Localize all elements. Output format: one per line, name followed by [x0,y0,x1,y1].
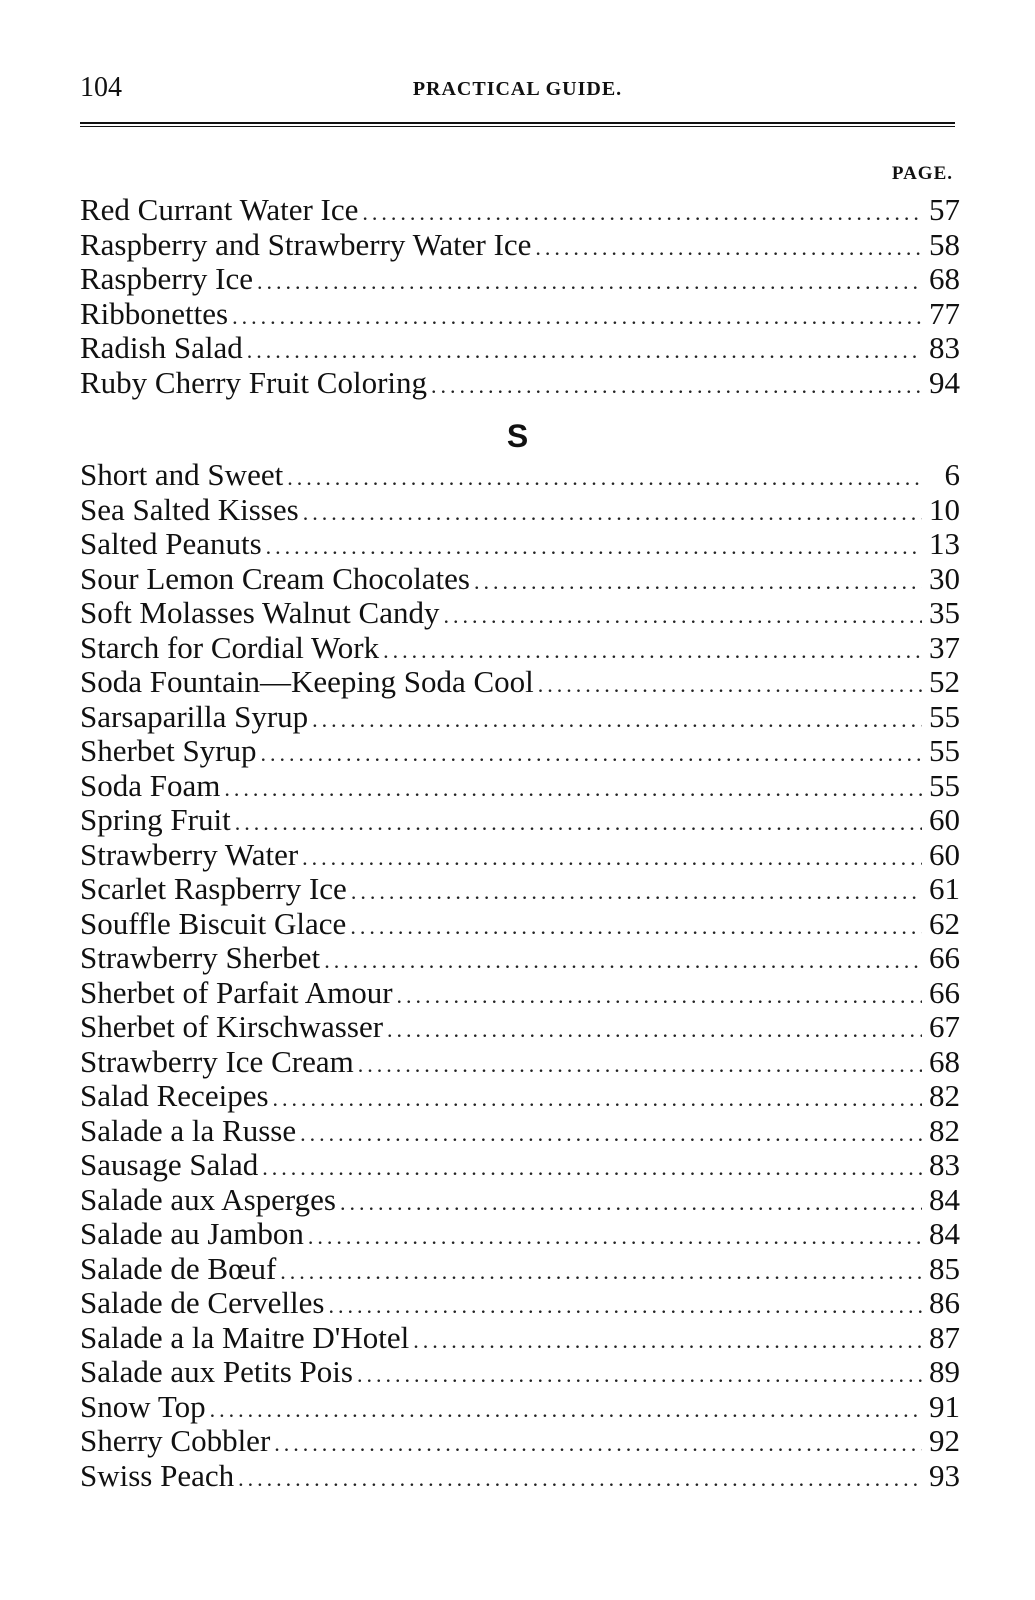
index-entry [80,872,960,907]
entry-page-number: 55 [929,733,960,768]
entry-title: Salade a la Maitre D'Hotel [80,1319,410,1355]
index-entry [80,458,960,493]
entry-page-number: 86 [929,1285,960,1320]
entry-page-number: 84 [929,1216,960,1251]
dot-leader [247,334,922,369]
index-entry [80,700,960,735]
dot-leader [302,841,922,876]
dot-leader [273,1082,922,1117]
entry-page-number: 66 [929,940,960,975]
dot-leader [535,231,922,266]
index-entry [80,1321,960,1356]
entry-title: Ruby Cherry Fruit Coloring [80,364,428,400]
dot-leader [397,979,922,1014]
entry-title: Sour Lemon Cream Chocolates [80,560,470,596]
dot-leader [210,1393,922,1428]
index-entry [80,1114,960,1149]
index-entry [80,1355,960,1390]
entry-page-number: 13 [929,526,960,561]
index-entry [80,1252,960,1287]
dot-leader [474,565,922,600]
dot-leader [287,461,922,496]
index-entry [80,665,960,700]
entry-title: Starch for Cordial Work [80,629,380,665]
entry-page-number: 91 [929,1388,960,1424]
dot-leader [300,1117,922,1152]
entry-title: Strawberry Water [80,836,299,872]
index-entry [80,1390,960,1425]
entry-title: Soda Foam [80,767,221,803]
entry-page-number: 58 [929,226,960,262]
page-number: 104 [80,72,122,103]
entry-title: Sausage Salad [80,1147,259,1182]
entry-title: Sherbet Syrup [80,733,257,768]
entry-page-number: 57 [929,192,960,227]
index-entry [80,527,960,562]
entry-title: Strawberry Sherbet [80,940,321,975]
index-entry [80,1010,960,1045]
index-entry [80,228,960,263]
index-entry [80,562,960,597]
entry-title: Souffle Biscuit Glace [80,905,347,941]
dot-leader [257,265,922,300]
index-entry [80,1459,960,1494]
entry-title: Soda Fountain—Keeping Soda Cool [80,664,534,699]
entry-title: Salad Receipes [80,1078,269,1113]
section-letter: S [506,418,529,454]
entry-title: Salade a la Russe [80,1112,297,1148]
index-entry [80,769,960,804]
entry-page-number: 62 [929,905,960,941]
dot-leader [383,634,922,669]
dot-leader [350,910,922,945]
entry-page-number: 60 [929,836,960,872]
dot-leader [312,703,922,738]
entry-title: Scarlet Raspberry Ice [80,871,347,906]
index-list-s [80,458,960,1493]
entry-page-number: 85 [929,1250,960,1286]
index-entry [80,1424,960,1459]
index-entry [80,631,960,666]
index-entry [80,838,960,873]
entry-page-number: 89 [929,1354,960,1389]
entry-page-number: 77 [929,295,960,331]
entry-title: Snow Top [80,1388,206,1424]
entry-page-number: 83 [929,330,960,365]
index-entry [80,262,960,297]
dot-leader [266,530,922,565]
header-rule [80,122,955,124]
index-entry [80,596,960,631]
entry-page-number: 94 [929,364,960,400]
index-entry [80,941,960,976]
entry-title: Ribbonettes [80,295,229,331]
index-entry [80,1183,960,1218]
dot-leader [413,1324,922,1359]
index-entry [80,803,960,838]
entry-page-number: 68 [929,1043,960,1079]
index-entry [80,976,960,1011]
entry-page-number: 92 [929,1423,960,1458]
entry-page-number: 93 [929,1457,960,1493]
dot-leader [262,1151,922,1186]
running-title: PRACTICAL GUIDE. [412,78,623,100]
entry-page-number: 83 [929,1147,960,1182]
dot-leader [351,875,922,910]
dot-leader [324,944,922,979]
dot-leader [238,1462,922,1497]
dot-leader [303,496,922,531]
dot-leader [308,1220,922,1255]
index-entry [80,907,960,942]
entry-title: Salade aux Petits Pois [80,1354,353,1389]
entry-title: Radish Salad [80,330,243,365]
entry-title: Salade aux Asperges [80,1181,336,1217]
dot-leader [280,1255,922,1290]
entry-title: Sea Salted Kisses [80,491,299,527]
entry-title: Salade de Bœuf [80,1250,277,1286]
entry-page-number: 10 [929,491,960,527]
entry-page-number: 55 [929,767,960,803]
page-column-label: PAGE. [891,163,953,184]
dot-leader [224,772,922,807]
index-entry [80,1148,960,1183]
entry-title: Salade de Cervelles [80,1285,325,1320]
entry-page-number: 52 [929,664,960,699]
entry-page-number: 35 [929,595,960,630]
entry-page-number: 61 [929,871,960,906]
dot-leader [358,1048,922,1083]
entry-page-number: 67 [929,1009,960,1044]
entry-title: Sherbet of Parfait Amour [80,974,393,1010]
entry-page-number: 68 [929,261,960,296]
entry-title: Salted Peanuts [80,526,262,561]
entry-page-number: 66 [929,974,960,1010]
entry-title: Red Currant Water Ice [80,192,359,227]
header-rule-thin [80,126,955,127]
index-entry [80,734,960,769]
index-entry [80,493,960,528]
entry-page-number: 55 [929,698,960,734]
entry-title: Raspberry and Strawberry Water Ice [80,226,532,262]
entry-page-number: 82 [929,1078,960,1113]
entry-page-number: 37 [929,629,960,665]
index-entry [80,366,960,401]
dot-leader [261,737,922,772]
entry-page-number: 87 [929,1319,960,1355]
index-entry [80,1045,960,1080]
dot-leader [235,806,922,841]
entry-title: Salade au Jambon [80,1216,304,1251]
dot-leader [340,1186,922,1221]
entry-page-number: 6 [944,457,960,492]
entry-page-number: 82 [929,1112,960,1148]
dot-leader [274,1427,922,1462]
entry-title: Soft Molasses Walnut Candy [80,595,440,630]
dot-leader [431,369,922,404]
entry-title: Short and Sweet [80,457,284,492]
dot-leader [387,1013,922,1048]
index-entry [80,1217,960,1252]
entry-title: Sherry Cobbler [80,1423,271,1458]
dot-leader [538,668,922,703]
entry-page-number: 84 [929,1181,960,1217]
index-entry [80,193,960,228]
entry-title: Strawberry Ice Cream [80,1043,354,1079]
entry-page-number: 30 [929,560,960,596]
dot-leader [328,1289,922,1324]
entry-title: Raspberry Ice [80,261,253,296]
dot-leader [443,599,922,634]
entry-title: Swiss Peach [80,1457,235,1493]
entry-title: Sarsaparilla Syrup [80,698,309,734]
index-entry [80,1286,960,1321]
index-entry [80,331,960,366]
dot-leader [357,1358,922,1393]
index-entry [80,297,960,332]
page-header [80,72,955,112]
entry-title: Sherbet of Kirschwasser [80,1009,384,1044]
dot-leader [232,300,922,335]
dot-leader [362,196,922,231]
entry-page-number: 60 [929,802,960,837]
entry-title: Spring Fruit [80,802,231,837]
index-list-r [80,193,960,400]
index-entry [80,1079,960,1114]
